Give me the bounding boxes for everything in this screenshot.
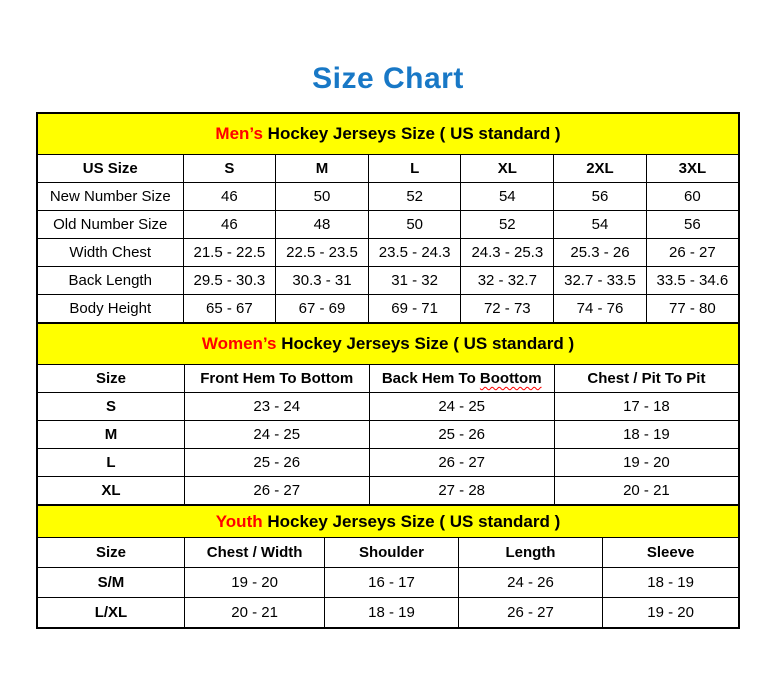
column-header: 3XL <box>646 155 739 183</box>
column-header: Chest / Pit To Pit <box>554 365 739 393</box>
row-label: Old Number Size <box>37 211 183 239</box>
column-header-row <box>37 155 739 183</box>
table-cell: 16 - 17 <box>325 568 458 598</box>
section-title-row <box>37 505 739 538</box>
table-cell: 26 - 27 <box>646 239 739 267</box>
table-cell: 18 - 19 <box>603 568 739 598</box>
table-cell: 22.5 - 23.5 <box>276 239 369 267</box>
column-header: Size <box>37 365 184 393</box>
table-cell: 24 - 25 <box>369 393 554 421</box>
table-cell: 74 - 76 <box>554 295 647 324</box>
table-row <box>37 295 739 324</box>
table-cell: 65 - 67 <box>183 295 276 324</box>
table-cell: 20 - 21 <box>184 598 324 629</box>
table-cell: 26 - 27 <box>458 598 603 629</box>
table-cell: 33.5 - 34.6 <box>646 267 739 295</box>
table-cell: 29.5 - 30.3 <box>183 267 276 295</box>
table-cell: 24 - 26 <box>458 568 603 598</box>
table-row <box>37 421 739 449</box>
table-row <box>37 568 739 598</box>
row-label: Body Height <box>37 295 183 324</box>
table-cell: 24.3 - 25.3 <box>461 239 554 267</box>
table-row <box>37 393 739 421</box>
section-title-accent: Men’s <box>215 124 263 143</box>
table-cell: 69 - 71 <box>368 295 461 324</box>
table-cell: 23.5 - 24.3 <box>368 239 461 267</box>
misspelled-word: Boottom <box>479 370 542 387</box>
column-header: L <box>368 155 461 183</box>
youth-size-table <box>36 504 740 629</box>
section-title-row <box>37 113 739 155</box>
table-cell: 19 - 20 <box>603 598 739 629</box>
section-title-accent: Women’s <box>201 334 277 353</box>
table-cell: 21.5 - 22.5 <box>183 239 276 267</box>
row-label: New Number Size <box>37 183 183 211</box>
size-tables-container <box>36 112 740 629</box>
table-cell: 25 - 26 <box>369 421 554 449</box>
row-label: S <box>37 393 184 421</box>
column-header: M <box>276 155 369 183</box>
table-cell: 26 - 27 <box>184 477 369 506</box>
table-cell: 50 <box>276 183 369 211</box>
column-header: Back Hem To Boottom <box>369 365 554 393</box>
table-cell: 54 <box>554 211 647 239</box>
table-cell: 30.3 - 31 <box>276 267 369 295</box>
section-title: Women’s Hockey Jerseys Size ( US standard ) <box>37 323 739 365</box>
column-header: Sleeve <box>603 538 739 568</box>
section-title-accent: Youth <box>215 511 263 531</box>
section-title: Men’s Hockey Jerseys Size ( US standard ) <box>37 113 739 155</box>
column-header: US Size <box>37 155 183 183</box>
table-cell: 56 <box>554 183 647 211</box>
table-cell: 46 <box>183 183 276 211</box>
row-label: Back Length <box>37 267 183 295</box>
table-cell: 19 - 20 <box>554 449 739 477</box>
column-header: Front Hem To Bottom <box>184 365 369 393</box>
mens-size-table <box>36 112 740 324</box>
table-cell: 17 - 18 <box>554 393 739 421</box>
row-label: S/M <box>37 568 184 598</box>
table-cell: 56 <box>646 211 739 239</box>
table-cell: 60 <box>646 183 739 211</box>
table-cell: 20 - 21 <box>554 477 739 506</box>
row-label: L/XL <box>37 598 184 629</box>
section-title: Youth Hockey Jerseys Size ( US standard ) <box>37 505 739 538</box>
table-row <box>37 267 739 295</box>
table-row <box>37 239 739 267</box>
table-cell: 50 <box>368 211 461 239</box>
table-cell: 52 <box>368 183 461 211</box>
table-cell: 18 - 19 <box>325 598 458 629</box>
womens-size-table <box>36 322 740 506</box>
row-label: L <box>37 449 184 477</box>
table-row <box>37 449 739 477</box>
table-cell: 77 - 80 <box>646 295 739 324</box>
page-title: Size Chart <box>312 62 464 95</box>
table-cell: 46 <box>183 211 276 239</box>
table-cell: 52 <box>461 211 554 239</box>
column-header: XL <box>461 155 554 183</box>
table-cell: 26 - 27 <box>369 449 554 477</box>
table-cell: 67 - 69 <box>276 295 369 324</box>
table-cell: 27 - 28 <box>369 477 554 506</box>
column-header-row <box>37 538 739 568</box>
table-row <box>37 211 739 239</box>
column-header: Size <box>37 538 184 568</box>
column-header: Chest / Width <box>184 538 324 568</box>
row-label: Width Chest <box>37 239 183 267</box>
table-cell: 23 - 24 <box>184 393 369 421</box>
table-cell: 24 - 25 <box>184 421 369 449</box>
column-header: S <box>183 155 276 183</box>
table-cell: 54 <box>461 183 554 211</box>
table-cell: 32.7 - 33.5 <box>554 267 647 295</box>
table-cell: 48 <box>276 211 369 239</box>
column-header: Length <box>458 538 603 568</box>
table-row <box>37 598 739 629</box>
table-row <box>37 477 739 506</box>
table-cell: 25.3 - 26 <box>554 239 647 267</box>
table-cell: 25 - 26 <box>184 449 369 477</box>
table-cell: 72 - 73 <box>461 295 554 324</box>
table-cell: 19 - 20 <box>184 568 324 598</box>
table-cell: 31 - 32 <box>368 267 461 295</box>
column-header-row <box>37 365 739 393</box>
table-cell: 18 - 19 <box>554 421 739 449</box>
row-label: M <box>37 421 184 449</box>
column-header: 2XL <box>554 155 647 183</box>
column-header: Shoulder <box>325 538 458 568</box>
section-title-row <box>37 323 739 365</box>
table-row <box>37 183 739 211</box>
row-label: XL <box>37 477 184 506</box>
table-cell: 32 - 32.7 <box>461 267 554 295</box>
